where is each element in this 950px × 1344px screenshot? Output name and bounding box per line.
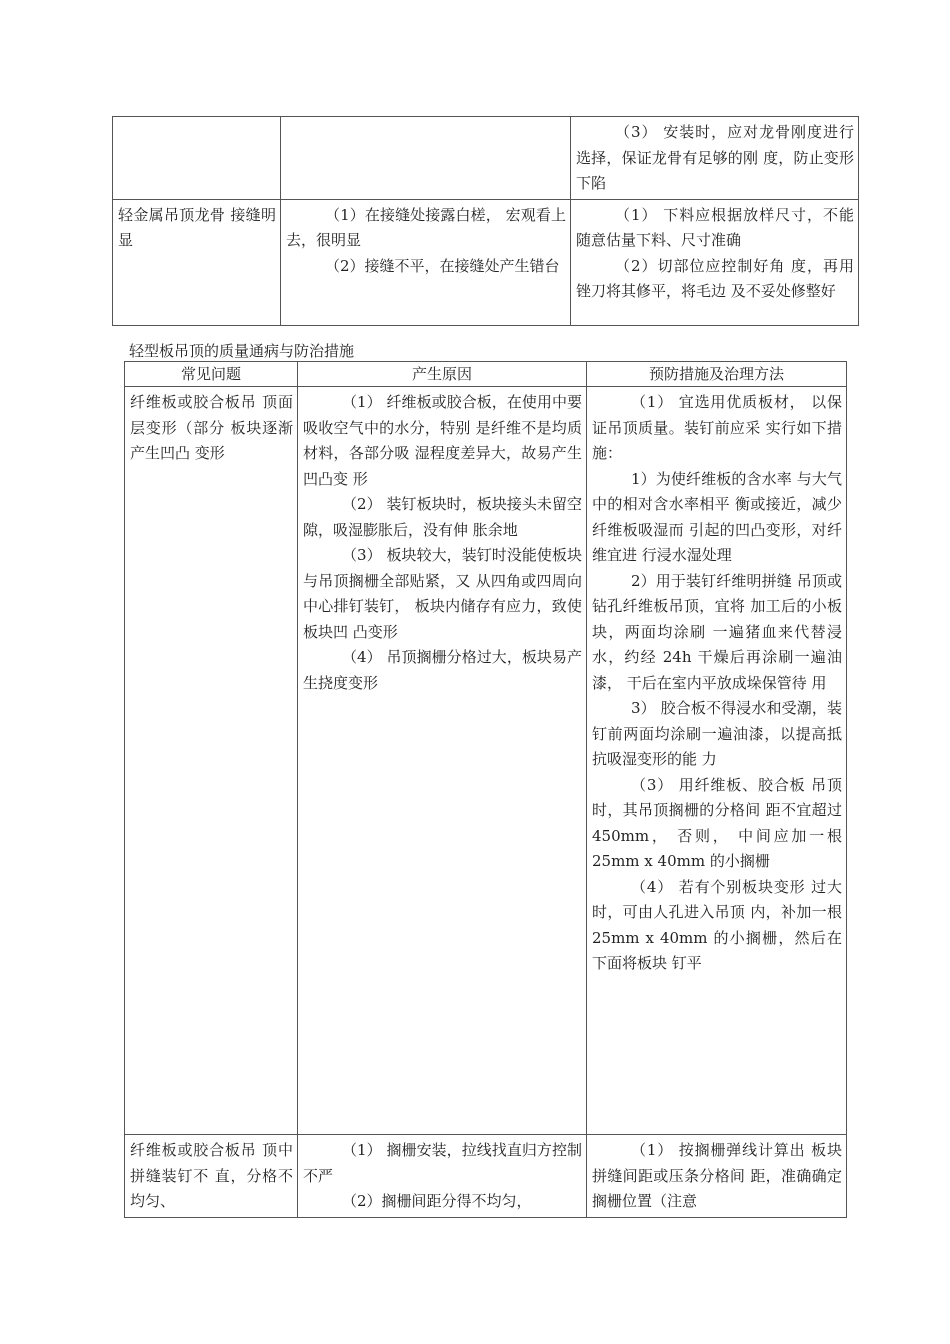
cause-paragraph: （1）在接缝处接露白槎， 宏观看上去，很明显 xyxy=(286,205,566,249)
measures-cell xyxy=(571,199,859,325)
header-cause: 产生原因 xyxy=(298,362,587,387)
cause-paragraph: （1） 搁栅安装，拉线找直归方控制不严 xyxy=(303,1141,582,1185)
table-row xyxy=(113,199,859,325)
measure-paragraph: 3） 胶合板不得浸水和受潮，装钉前两面均涂刷一遍油漆，以提高抵抗吸湿变形的能 力 xyxy=(592,699,842,768)
measure-paragraph: （3） 用纤维板、胶合板 吊顶时，其吊顶搁栅的分格间 距不宜超过 450mm， 否则， 中间应加一根 25mm x 40mm 的小搁栅 xyxy=(592,775,842,870)
measures-cell xyxy=(587,1135,847,1218)
cause-paragraph: （1） 纤维板或胶合板，在使用中要吸收空气中的水分，特别 是纤维不是均质材料，各部分吸 湿程度差异大，故易产生凹凸变 形 xyxy=(303,393,582,488)
top-table xyxy=(112,116,859,326)
measure-paragraph: （1） 下料应根据放样尺寸，不能随意估量下料、尺寸准确 xyxy=(576,205,854,249)
cause-cell xyxy=(298,1135,587,1218)
problem-cell xyxy=(113,199,281,325)
problem-text: 纤维板或胶合板吊 顶中拼缝装钉不 直，分格不均匀、 xyxy=(130,1141,293,1210)
table-row xyxy=(113,117,859,200)
table-row xyxy=(125,387,847,1135)
measure-paragraph: 1）为使纤维板的含水率 与大气中的相对含水率相平 衡或接近，减少纤维板吸湿而 引起的凹凸变形，对纤维宜进 行浸水湿处理 xyxy=(592,469,842,564)
cause-paragraph: （2） 装钉板块时，板块接头未留空隙，吸湿膨胀后，没有伸 胀余地 xyxy=(303,495,582,539)
cause-cell xyxy=(281,199,571,325)
cause-paragraph: （4） 吊顶搁栅分格过大，板块易产生挠度变形 xyxy=(303,648,582,692)
main-table xyxy=(124,361,847,1218)
measures-cell xyxy=(587,387,847,1135)
cause-paragraph: （2）接缝不平，在接缝处产生错台 xyxy=(325,256,560,275)
measure-paragraph: 2）用于装钉纤维明拼缝 吊顶或钻孔纤维板吊顶，宜将 加工后的小板块，两面均涂刷 一遍猪血来代替浸水，约经 24h 干燥后再涂刷一遍油漆， 干后在室内平放成垛保管待 用 xyxy=(592,571,842,692)
problem-cell xyxy=(125,1135,298,1218)
measure-paragraph: （2）切部位应控制好角 度，再用锉刀将其修平，将毛边 及不妥处修整好 xyxy=(576,256,854,300)
header-problem: 常见问题 xyxy=(125,362,298,387)
header-measures: 预防措施及治理方法 xyxy=(587,362,847,387)
cause-paragraph: （3） 板块较大，装钉时没能使板块与吊顶搁栅全部贴紧，又 从四角或四周向中心排钉装钉， 板块内储存有应力，致使板块凹 凸变形 xyxy=(303,546,582,641)
measures-cell xyxy=(571,117,859,200)
cause-paragraph: （2）搁栅间距分得不均匀， xyxy=(342,1192,532,1210)
cause-cell xyxy=(281,117,571,200)
problem-cell xyxy=(125,387,298,1135)
measure-paragraph: （4） 若有个别板块变形 过大时，可由人孔进入吊顶 内，补加一根 25mm x 40mm 的小搁栅，然后在下面将板块 钉平 xyxy=(592,877,842,972)
problem-cell xyxy=(113,117,281,200)
measure-paragraph: （3） 安装时，应对龙骨刚度进行选择，保证龙骨有足够的刚 度，防止变形下陷 xyxy=(576,123,854,192)
table-header-row xyxy=(125,362,847,387)
cause-cell xyxy=(298,387,587,1135)
table-row xyxy=(125,1135,847,1218)
table-caption: 轻型板吊顶的质量通病与防治措施 xyxy=(129,342,355,360)
problem-text: 轻金属吊顶龙骨 接缝明显 xyxy=(118,205,276,249)
measure-paragraph: （1） 宜选用优质板材， 以保证吊顶质量。装钉前应采 实行如下措施： xyxy=(592,393,842,462)
problem-text: 纤维板或胶合板吊 顶面层变形（部分 板块逐渐产生凹凸 变形 xyxy=(130,393,293,462)
measure-paragraph: （1） 按搁栅弹线计算出 板块拼缝间距或压条分格间 距，准确确定搁栅位置（注意 xyxy=(592,1141,842,1210)
